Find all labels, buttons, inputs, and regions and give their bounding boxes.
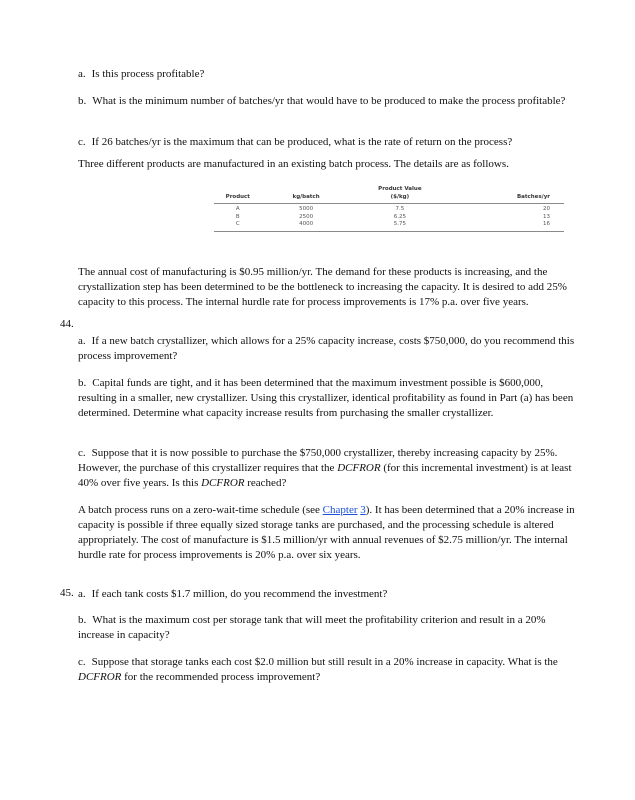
problem-number-45: 45. xyxy=(60,587,74,599)
table-cell: 5.75 xyxy=(393,221,406,227)
part-label: b. xyxy=(78,614,87,626)
intro-text: ). It has been determined that a 20% increase in capacity is possible if three equally sized storage tanks are purchased, and the processing schedule is altered appropriately. The cost of manufacture is $1.5 million/yr with annual revenues of $2.75 million/yr. The internal hurdle rate for process improvements is 20% p.a. over six years. xyxy=(78,504,575,561)
dcfror-term: DCFROR xyxy=(78,671,122,683)
product-table xyxy=(214,186,564,232)
col-header-product-value-line2: ($/kg) xyxy=(390,193,410,200)
table-cell: 2500 xyxy=(299,213,314,220)
part-text: If a new batch crystallizer, which allows for a 25% capacity increase, costs $750,000, do you recommend this process improvement? xyxy=(78,335,575,362)
p44-part-c xyxy=(78,446,578,491)
table-cell: 16 xyxy=(543,221,550,227)
table-cell: 20 xyxy=(543,206,550,212)
part-text: Is this process profitable? xyxy=(91,68,205,80)
table-cell: C xyxy=(235,221,240,227)
part-text: If each tank costs $1.7 million, do you recommend the investment? xyxy=(91,588,388,600)
intro-text: A batch process runs on a zero-wait-time schedule (see xyxy=(78,504,323,516)
col-header-product-value-line1: Product Value xyxy=(378,186,422,192)
chapter-link[interactable]: Chapter xyxy=(322,504,358,516)
p45-part-c xyxy=(78,655,578,685)
col-header-product: Product xyxy=(225,193,250,200)
table-cell: 5000 xyxy=(299,206,314,212)
part-text: What is the minimum number of batches/yr that would have to be produced to make the process profitable? xyxy=(92,95,566,107)
p44-body: The annual cost of manufacturing is $0.95 million/yr. The demand for these products is increasing, and the crystallization step has been determined to be the bottleneck to increasing the capacity. It is desired to add 25% capacity to this process. The internal hurdle rate for process improvements is 17% p.a. over five years. xyxy=(78,266,567,308)
part-label: c. xyxy=(78,136,86,148)
dcfror-term: DCFROR xyxy=(201,477,245,489)
part-text: for the recommended process improvement? xyxy=(121,671,321,683)
part-text: reached? xyxy=(244,477,287,489)
p45-part-a xyxy=(78,587,578,602)
part-text: Capital funds are tight, and it has been determined that the maximum investment possible is $600,000, resulting in a smaller, new crystallizer. Using this crystallizer, identical profitability as found in Part (a) has been determined. Determine what capacity increase results from purchasing the smaller crystallizer. xyxy=(78,377,574,419)
table-cell: 13 xyxy=(543,213,550,220)
prev-part-c xyxy=(78,135,578,150)
part-label: a. xyxy=(78,68,86,80)
part-label: c. xyxy=(78,656,86,668)
col-header-batches-yr: Batches/yr xyxy=(516,193,550,200)
part-label: b. xyxy=(78,95,87,107)
p45-part-b xyxy=(78,613,578,643)
part-text: Suppose that it is now possible to purchase the $750,000 crystallizer, thereby increasing capacity by 25%. However, the purchase of this crystallizer requires that the xyxy=(78,447,558,474)
table-row xyxy=(214,204,564,214)
table-cell: B xyxy=(235,213,240,220)
part-text: (for this incremental investment) is at least 40% over five years. Is this xyxy=(78,462,572,489)
part-text: If 26 batches/yr is the maximum that can be produced, what is the rate of return on the process? xyxy=(91,136,513,148)
part-label: b. xyxy=(78,377,87,389)
table-cell: 7.5 xyxy=(395,206,405,212)
prev-part-b xyxy=(78,94,578,109)
table-cell: 4000 xyxy=(299,221,314,227)
part-label: a. xyxy=(78,588,86,600)
p45-intro xyxy=(78,503,578,563)
p44-part-b xyxy=(78,376,578,421)
prev-part-a xyxy=(78,67,578,82)
problem-number-44: 44. xyxy=(60,318,74,330)
part-label: c. xyxy=(78,447,86,459)
p44-intro: Three different products are manufactured in an existing batch process. The details are as follows. xyxy=(78,158,509,170)
chapter-number-link[interactable]: 3 xyxy=(360,504,366,516)
p44-part-a xyxy=(78,334,578,364)
col-header-product-value xyxy=(351,186,450,204)
table-cell: A xyxy=(235,206,240,212)
part-text: Suppose that storage tanks each cost $2.0 million but still result in a 20% increase in capacity. What is the xyxy=(91,656,558,668)
table-row xyxy=(214,221,564,231)
part-text: What is the maximum cost per storage tank that will meet the profitability criterion and result in a 20% increase in capacity? xyxy=(78,614,546,641)
table-cell: 6.25 xyxy=(393,213,406,220)
part-label: a. xyxy=(78,335,86,347)
dcfror-term: DCFROR xyxy=(337,462,381,474)
col-header-kg-batch: kg/batch xyxy=(292,193,320,200)
table-row xyxy=(214,214,564,222)
table-header-row xyxy=(214,186,564,204)
